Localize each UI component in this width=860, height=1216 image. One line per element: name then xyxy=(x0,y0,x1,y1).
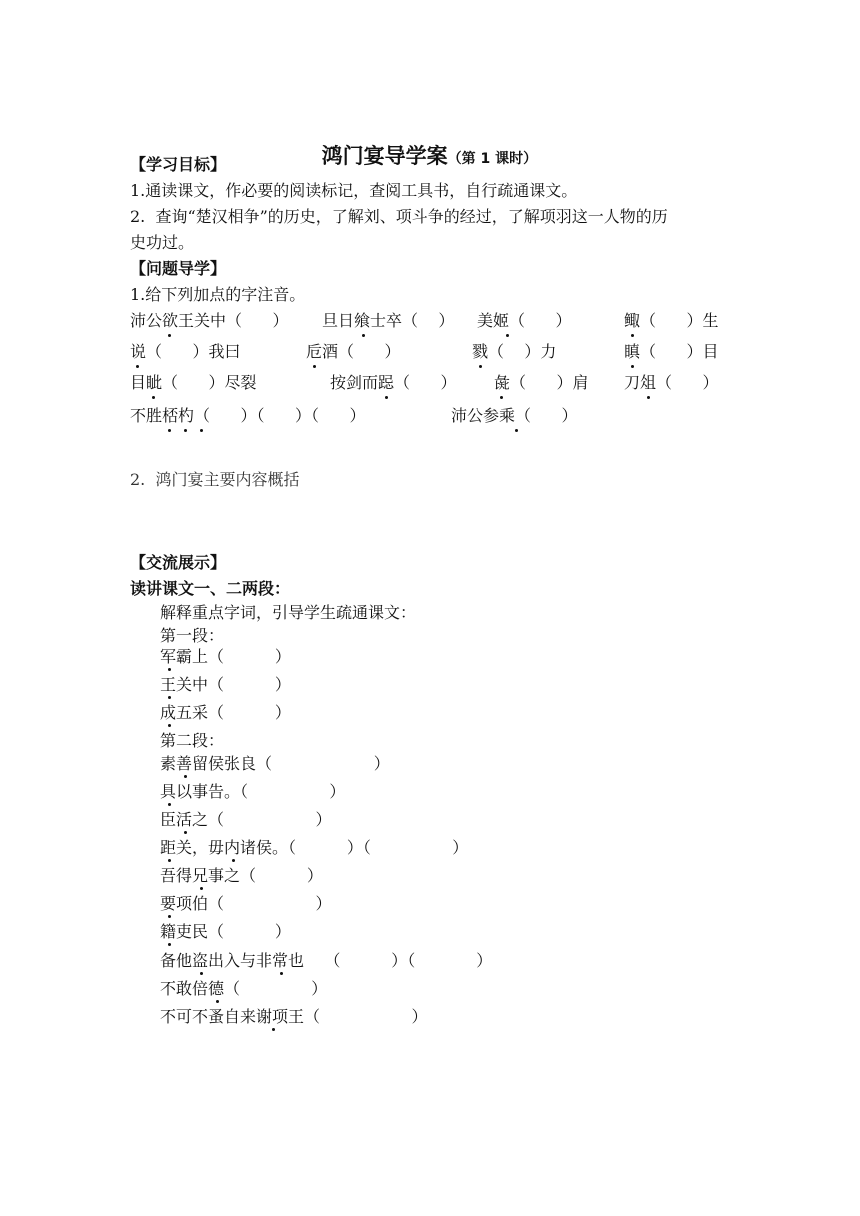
emphasis-dot xyxy=(168,859,171,862)
title-main: 鸿门宴导学案 xyxy=(321,144,448,168)
pinyin-item: 旦日飨士卒（ ） xyxy=(322,311,455,330)
vocab-item: 备他盗出入与非常也 （ ）（ ） xyxy=(160,951,493,970)
vocab-item: 不敢倍德（ ） xyxy=(160,979,328,998)
emphasis-dot xyxy=(232,859,235,862)
pinyin-item: 沛公参乘（ ） xyxy=(451,406,578,425)
vocab-item: 吾得兄事之（ ） xyxy=(160,866,323,885)
emphasis-dot xyxy=(272,1028,275,1031)
emphasis-dot xyxy=(216,1000,219,1003)
pinyin-question: 1.给下列加点的字注音。 xyxy=(130,285,306,304)
section-goals-heading: 【学习目标】 xyxy=(130,155,227,174)
emphasis-dot xyxy=(168,668,171,671)
pinyin-item: 卮酒（ ） xyxy=(306,342,401,361)
emphasis-dot xyxy=(479,365,482,368)
emphasis-dot xyxy=(184,775,187,778)
pinyin-item: 鲰（ ）生 xyxy=(624,311,719,330)
emphasis-dot xyxy=(168,429,171,432)
emphasis-dot xyxy=(313,365,316,368)
emphasis-dot xyxy=(280,972,283,975)
vocab-item: 距关，毋内诸侯。（ ）（ ） xyxy=(160,838,469,857)
emphasis-dot xyxy=(152,396,155,399)
paragraph-2-label: 第二段： xyxy=(160,731,225,750)
emphasis-dot xyxy=(168,334,171,337)
pinyin-item: 沛公欲王关中（ ） xyxy=(130,311,289,330)
emphasis-dot xyxy=(500,396,503,399)
section-exchange-heading: 【交流展示】 xyxy=(130,553,227,572)
vocab-item: 籍吏民（ ） xyxy=(160,922,291,941)
emphasis-dot xyxy=(362,334,365,337)
pinyin-item: 彘（ ）肩 xyxy=(494,373,589,392)
emphasis-dot xyxy=(200,429,203,432)
title-sub: （第 1 课时） xyxy=(447,151,538,167)
goal-2-line-2: 史功过。 xyxy=(130,233,195,252)
pinyin-item: 刀俎（ ） xyxy=(624,373,719,392)
page-title xyxy=(307,117,537,172)
emphasis-dot xyxy=(515,429,518,432)
pinyin-item: 美姬（ ） xyxy=(477,311,572,330)
vocab-item: 成五采（ ） xyxy=(160,703,291,722)
pinyin-item: 不胜桮杓（ ）（ ）（ ） xyxy=(130,406,366,425)
vocab-item: 具以事告。（ ） xyxy=(160,782,346,801)
emphasis-dot xyxy=(184,429,187,432)
reading-intro: 解释重点字词，引导学生疏通课文： xyxy=(160,603,417,622)
vocab-item: 要项伯（ ） xyxy=(160,894,332,913)
emphasis-dot xyxy=(184,831,187,834)
pinyin-item: 目眦（ ）尽裂 xyxy=(130,373,257,392)
goal-2-line-1: 2. 查询“楚汉相争”的历史，了解刘、项斗争的经过，了解项羽这一人物的历 xyxy=(130,207,668,226)
emphasis-dot xyxy=(647,396,650,399)
vocab-item: 王关中（ ） xyxy=(160,675,291,694)
emphasis-dot xyxy=(168,915,171,918)
summary-question: 2. 鸿门宴主要内容概括 xyxy=(130,470,300,489)
reading-heading: 读讲课文一、二两段： xyxy=(130,579,291,598)
emphasis-dot xyxy=(168,696,171,699)
emphasis-dot xyxy=(136,365,139,368)
vocab-item: 不可不蚤自来谢项王（ ） xyxy=(160,1007,428,1026)
emphasis-dot xyxy=(200,972,203,975)
emphasis-dot xyxy=(631,334,634,337)
section-guide-heading: 【问题导学】 xyxy=(130,259,227,278)
emphasis-dot xyxy=(631,365,634,368)
vocab-item: 素善留侯张良（ ） xyxy=(160,754,390,773)
pinyin-item: 戮（ ）力 xyxy=(472,342,557,361)
vocab-item: 军霸上（ ） xyxy=(160,647,291,666)
emphasis-dot xyxy=(385,396,388,399)
emphasis-dot xyxy=(168,803,171,806)
vocab-item: 臣活之（ ） xyxy=(160,810,332,829)
pinyin-item: 按剑而跽（ ） xyxy=(330,373,457,392)
emphasis-dot xyxy=(168,943,171,946)
pinyin-item: 说（ ）我曰 xyxy=(130,342,241,361)
pinyin-item: 瞋（ ）目 xyxy=(624,342,719,361)
paragraph-1-label: 第一段： xyxy=(160,626,225,645)
emphasis-dot xyxy=(506,334,509,337)
emphasis-dot xyxy=(168,724,171,727)
emphasis-dot xyxy=(200,887,203,890)
goal-1: 1.通读课文，作必要的阅读标记，查阅工具书，自行疏通课文。 xyxy=(130,181,578,200)
